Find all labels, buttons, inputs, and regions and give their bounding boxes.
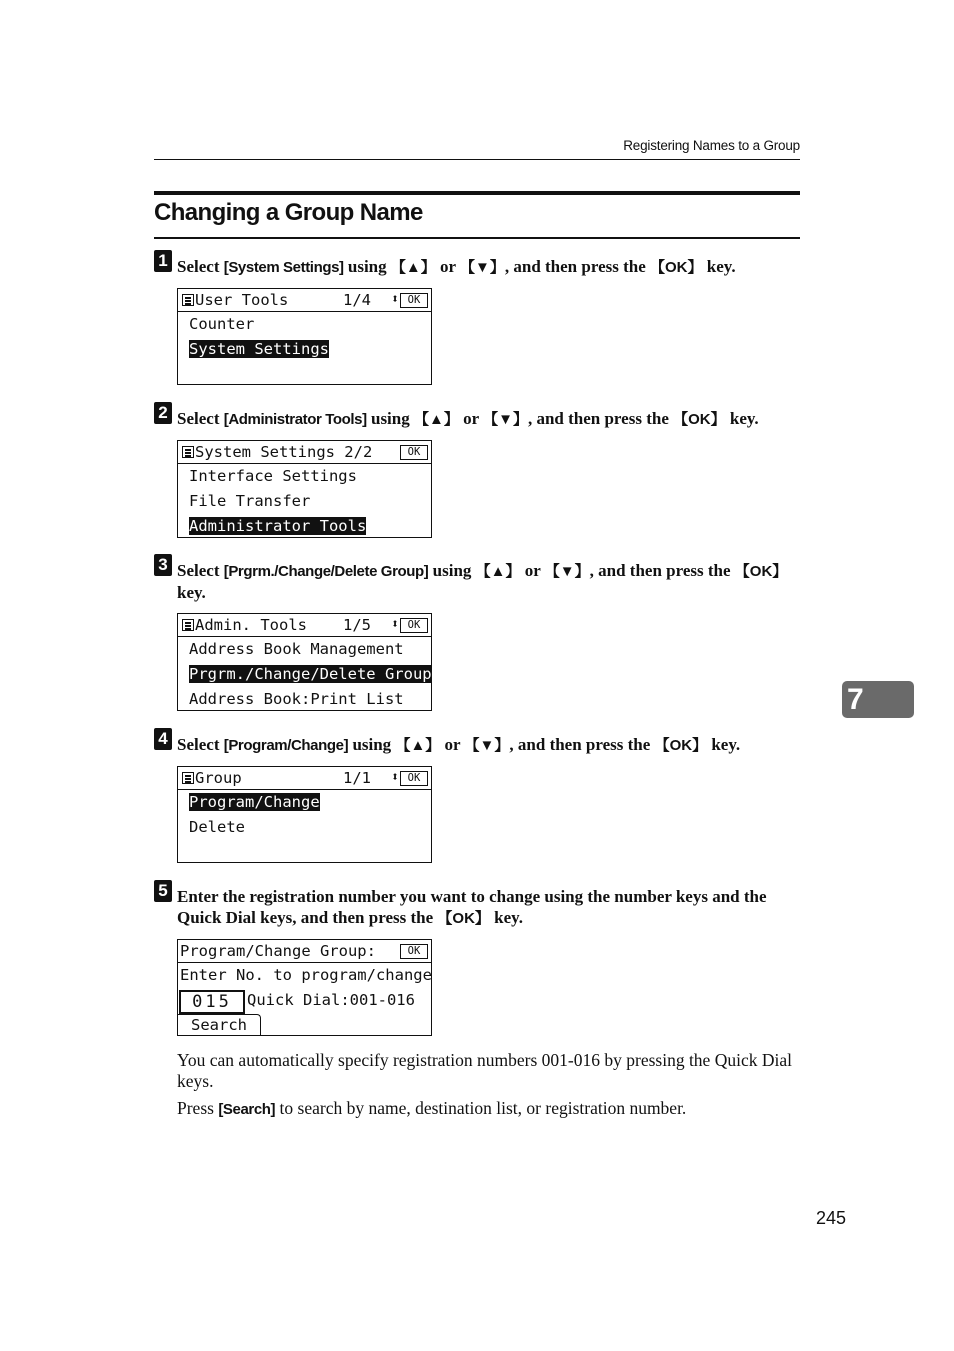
lcd-item-interface-settings: Interface Settings xyxy=(189,467,357,485)
up-key: 【▲】 xyxy=(413,411,459,428)
lcd-item-program-change: Program/Change xyxy=(189,793,320,811)
section-rule-top xyxy=(154,191,800,195)
document-icon xyxy=(182,619,194,631)
lcd-title-bar: User Tools 1/4 ⬍ OK xyxy=(178,289,431,312)
ok-key: 【OK】 xyxy=(437,910,490,927)
up-down-arrow-icon: ⬍ xyxy=(391,770,399,785)
ok-badge: OK xyxy=(400,618,428,633)
step-2-number: 2 xyxy=(154,402,172,424)
step-5-text: Enter the registration number you want to change using the number keys and the Quick Dial keys, and then press the 【OK】 key. xyxy=(177,887,767,927)
lcd-item-counter: Counter xyxy=(189,315,255,333)
lcd-item-system-settings: System Settings xyxy=(189,340,329,358)
ok-key: 【OK】 xyxy=(734,563,788,580)
running-head: Registering Names to a Group xyxy=(623,138,800,153)
ok-key: 【OK】 xyxy=(654,737,708,754)
ok-key: 【OK】 xyxy=(650,259,703,276)
section-rule-bottom xyxy=(154,237,800,239)
ok-badge: OK xyxy=(400,445,428,460)
step-1-target: [System Settings] xyxy=(223,259,344,276)
up-key: 【▲】 xyxy=(390,259,436,276)
lcd-item-prgrm-change-delete-group: Prgrm./Change/Delete Group xyxy=(189,665,432,683)
lcd-screen-5 xyxy=(177,939,432,1036)
ok-badge: OK xyxy=(400,293,428,308)
down-key: 【▼】 xyxy=(483,411,528,428)
step-2-text: Select [Administrator Tools] using 【▲】 or 【▼】, and then press the 【OK】 key. xyxy=(177,409,759,428)
ok-badge: OK xyxy=(400,771,428,786)
lcd-item-file-transfer: File Transfer xyxy=(189,492,311,510)
step-3-text: Select [Prgrm./Change/Delete Group] using 【▲】 or 【▼】, and then press the 【OK】 key. xyxy=(177,561,788,602)
lcd-item-address-book-print-list: Address Book:Print List xyxy=(189,690,404,708)
chapter-tab: 7 xyxy=(842,681,914,718)
lcd-item-administrator-tools: Administrator Tools xyxy=(189,517,367,535)
up-key: 【▲】 xyxy=(395,737,441,754)
lcd-title-bar: System Settings 2/2 OK xyxy=(178,441,431,464)
registration-number-field[interactable]: 015 xyxy=(179,990,245,1014)
up-down-arrow-icon: ⬍ xyxy=(391,292,399,307)
step-5-number: 5 xyxy=(154,880,172,902)
document-icon xyxy=(182,772,194,784)
search-key-label: [Search] xyxy=(218,1101,276,1118)
step-2-target: [Administrator Tools] xyxy=(223,411,367,428)
search-button[interactable]: Search xyxy=(178,1014,261,1035)
lcd-enter-number-prompt: Enter No. to program/change xyxy=(180,966,432,984)
up-key: 【▲】 xyxy=(475,563,521,580)
step-4-number: 4 xyxy=(154,728,172,750)
note-search: Press [Search] to search by name, destination list, or registration number. xyxy=(177,1098,687,1118)
lcd-title-bar: Admin. Tools 1/5 ⬍ OK xyxy=(178,614,431,637)
lcd-screen-3 xyxy=(177,613,432,711)
step-4-target: [Program/Change] xyxy=(223,737,349,754)
step-3-target: [Prgrm./Change/Delete Group] xyxy=(223,563,429,580)
step-1-number: 1 xyxy=(154,250,172,272)
header-rule xyxy=(154,159,800,160)
document-icon xyxy=(182,446,194,458)
document-icon xyxy=(182,294,194,306)
lcd-screen-2 xyxy=(177,440,432,538)
ok-badge: OK xyxy=(400,944,428,959)
up-down-arrow-icon: ⬍ xyxy=(391,617,399,632)
lcd-item-address-book-management: Address Book Management xyxy=(189,640,404,658)
step-3-number: 3 xyxy=(154,554,172,576)
page-number: 245 xyxy=(815,1208,846,1228)
step-4-text: Select [Program/Change] using 【▲】 or 【▼】, and then press the 【OK】 key. xyxy=(177,735,741,754)
lcd-quick-dial-range: Quick Dial:001-016 xyxy=(247,991,415,1009)
down-key: 【▼】 xyxy=(544,563,590,580)
lcd-screen-4 xyxy=(177,766,432,863)
section-title: Changing a Group Name xyxy=(154,199,423,226)
lcd-screen-1 xyxy=(177,288,432,385)
ok-key: 【OK】 xyxy=(673,411,726,428)
lcd-item-delete: Delete xyxy=(189,818,245,836)
lcd-title-bar: Group 1/1 ⬍ OK xyxy=(178,767,431,790)
step-1-text: Select [System Settings] using 【▲】 or 【▼】, and then press the 【OK】 key. xyxy=(177,257,736,276)
note-quick-dial: You can automatically specify registration numbers 001-016 by pressing the Quick Dial keys. xyxy=(177,1050,792,1091)
down-key: 【▼】 xyxy=(460,259,505,276)
down-key: 【▼】 xyxy=(464,737,510,754)
lcd-title-bar: Program/Change Group: OK xyxy=(178,940,431,963)
